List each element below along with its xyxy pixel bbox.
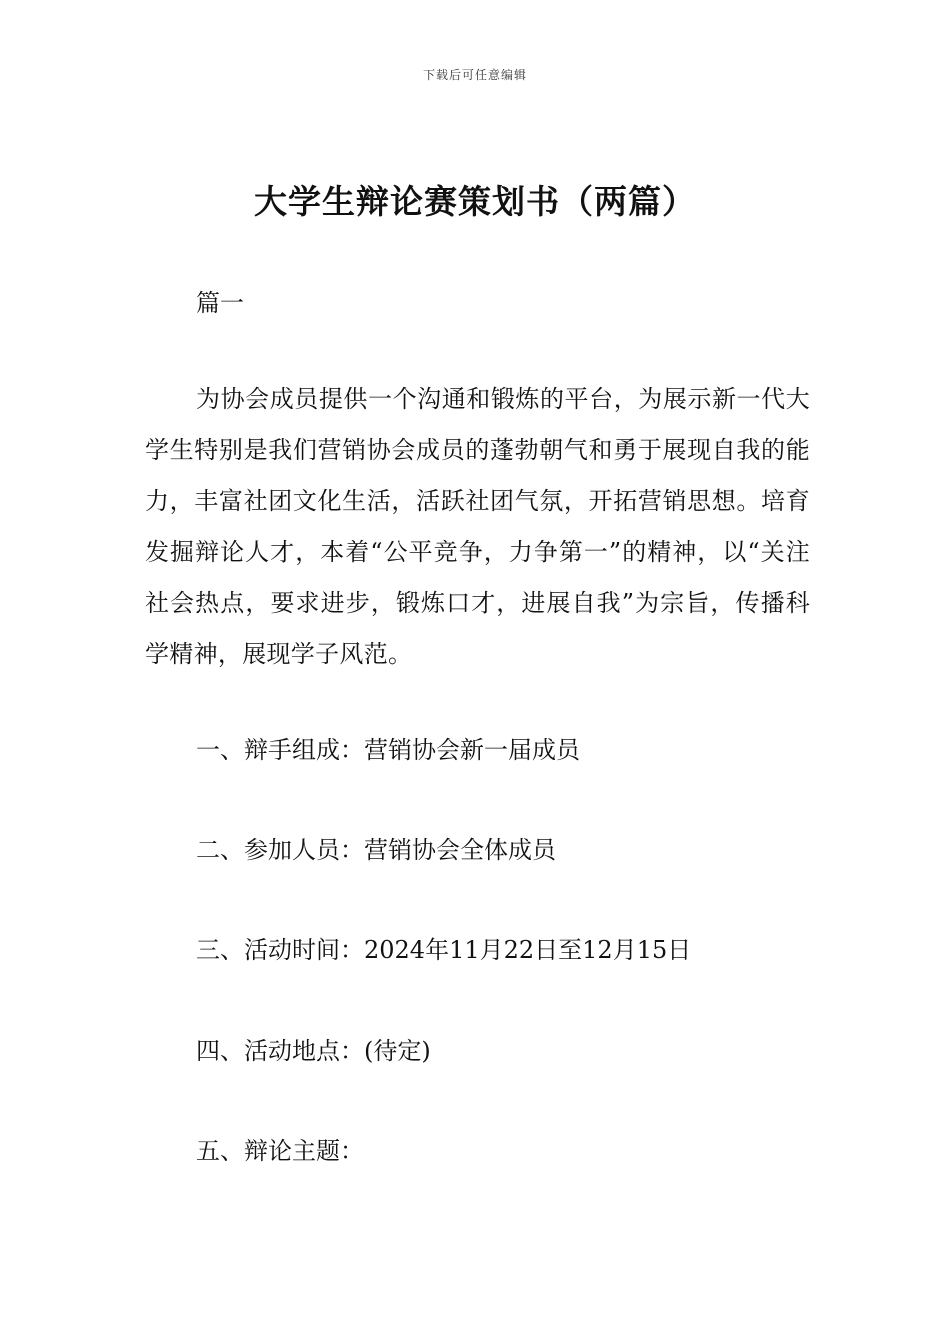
header-note: 下载后可任意编辑 [422,68,527,82]
list-item-topic: 五、辩论主题： [196,1137,364,1165]
list-item-time: 三、活动时间：2024年11月22日至12月15日 [196,936,692,964]
section-label: 篇一 [196,289,244,317]
list-item-debaters: 一、辩手组成：营销协会新一届成员 [196,736,580,764]
intro-paragraph: 为协会成员提供一个沟通和锻炼的平台，为展示新一代大学生特别是我们营销协会成员的蓬勃朝气和勇于展现自我的能力，丰富社团文化生活，活跃社团气氛，开拓营销思想。培育发掘辩论人才，本着“公平竞争，力争第一”的精神，以“关注社会热点，要求进步，锻炼口才，进展自我”为宗旨，传播科学精神，展现学子风范。 [145,385,810,668]
list-item-location: 四、活动地点：(待定) [196,1037,431,1065]
document-title: 大学生辩论赛策划书（两篇） [254,182,696,221]
list-item-participants: 二、参加人员：营销协会全体成员 [196,836,556,864]
